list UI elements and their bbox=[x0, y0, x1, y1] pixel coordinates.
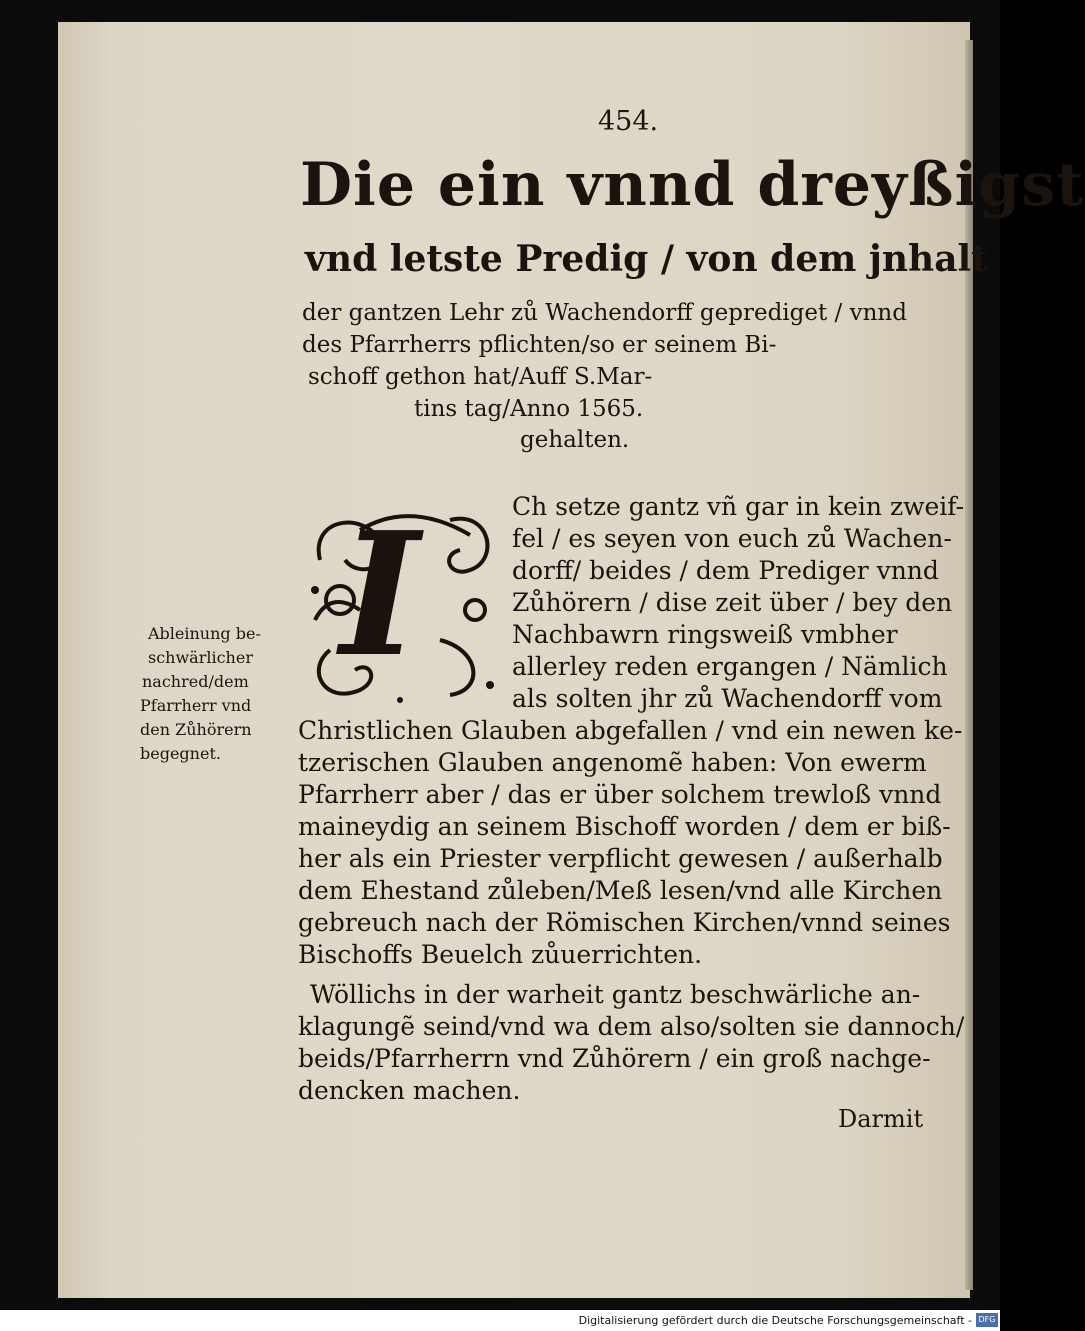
sidenote-line: Pfarrherr vnd bbox=[140, 696, 252, 715]
body-line: Pfarrherr aber / das er über solchem trewloß vnnd bbox=[298, 780, 942, 809]
heading-line-2: vnd letste Predig / von dem jnhalt bbox=[305, 238, 988, 280]
body-line: her als ein Priester verpflicht gewesen / außerhalb bbox=[298, 844, 943, 873]
body-line: Bischoffs Beuelch zůuerrichten. bbox=[298, 940, 703, 969]
heading-sub-line: des Pfarrherrs pflichten/so er seinem Bi- bbox=[302, 332, 777, 358]
sidenote-line: schwärlicher bbox=[148, 648, 253, 667]
body-line: dencken machen. bbox=[298, 1076, 521, 1105]
catchword: Darmit bbox=[838, 1105, 924, 1133]
body-line: maineydig an seinem Bischoff worden / dem er biß- bbox=[298, 812, 951, 841]
body-line: fel / es seyen von euch zů Wachen- bbox=[512, 524, 952, 553]
initial-letter: I bbox=[340, 495, 420, 695]
sidenote-line: den Zůhörern bbox=[140, 720, 252, 739]
body-line: gebreuch nach der Römischen Kirchen/vnnd seines bbox=[298, 908, 951, 937]
decorated-initial bbox=[300, 495, 505, 710]
body-line: klagungẽ seind/vnd wa dem also/solten sie dannoch/ bbox=[298, 1012, 965, 1041]
body-line: als solten jhr zů Wachendorff vom bbox=[512, 684, 943, 713]
body-line: Zůhörern / dise zeit über / bey den bbox=[512, 588, 953, 617]
body-line: dem Ehestand zůleben/Meß lesen/vnd alle Kirchen bbox=[298, 876, 943, 905]
page-edge bbox=[965, 40, 973, 1290]
heading-sub-line: schoff gethon hat/Auff S.Mar- bbox=[308, 364, 653, 390]
sidenote-line: Ableinung be- bbox=[148, 624, 261, 643]
body-line: dorff/ beides / dem Prediger vnnd bbox=[512, 556, 939, 585]
body-line: Wöllichs in der warheit gantz beschwärliche an- bbox=[310, 980, 921, 1009]
body-line: tzerischen Glauben angenomẽ haben: Von ewerm bbox=[298, 748, 927, 777]
body-line: Ch setze gantz vñ gar in kein zweif- bbox=[512, 492, 965, 521]
body-line: Nachbawrn ringsweiß vmbher bbox=[512, 620, 898, 649]
heading-sub-line: der gantzen Lehr zů Wachendorff geprediget / vnnd bbox=[302, 300, 907, 326]
sidenote-line: nachred/dem bbox=[142, 672, 249, 691]
heading-line-1: Die ein vnnd dreyßigst bbox=[300, 150, 1085, 220]
page-number: 454. bbox=[598, 106, 659, 137]
body-line: allerley reden ergangen / Nämlich bbox=[512, 652, 948, 681]
body-line: Christlichen Glauben abgefallen / vnd ein newen ke- bbox=[298, 716, 963, 745]
body-line: beids/Pfarrherrn vnd Zůhörern / ein groß nachge- bbox=[298, 1044, 931, 1073]
heading-sub-line: gehalten. bbox=[520, 427, 630, 453]
footer-credit: Digitalisierung gefördert durch die Deutsche Forschungsgemeinschaft - bbox=[578, 1314, 972, 1327]
dfg-logo-icon: DFG bbox=[976, 1313, 998, 1327]
heading-sub-line: tins tag/Anno 1565. bbox=[414, 396, 644, 422]
sidenote-line: begegnet. bbox=[140, 744, 221, 763]
